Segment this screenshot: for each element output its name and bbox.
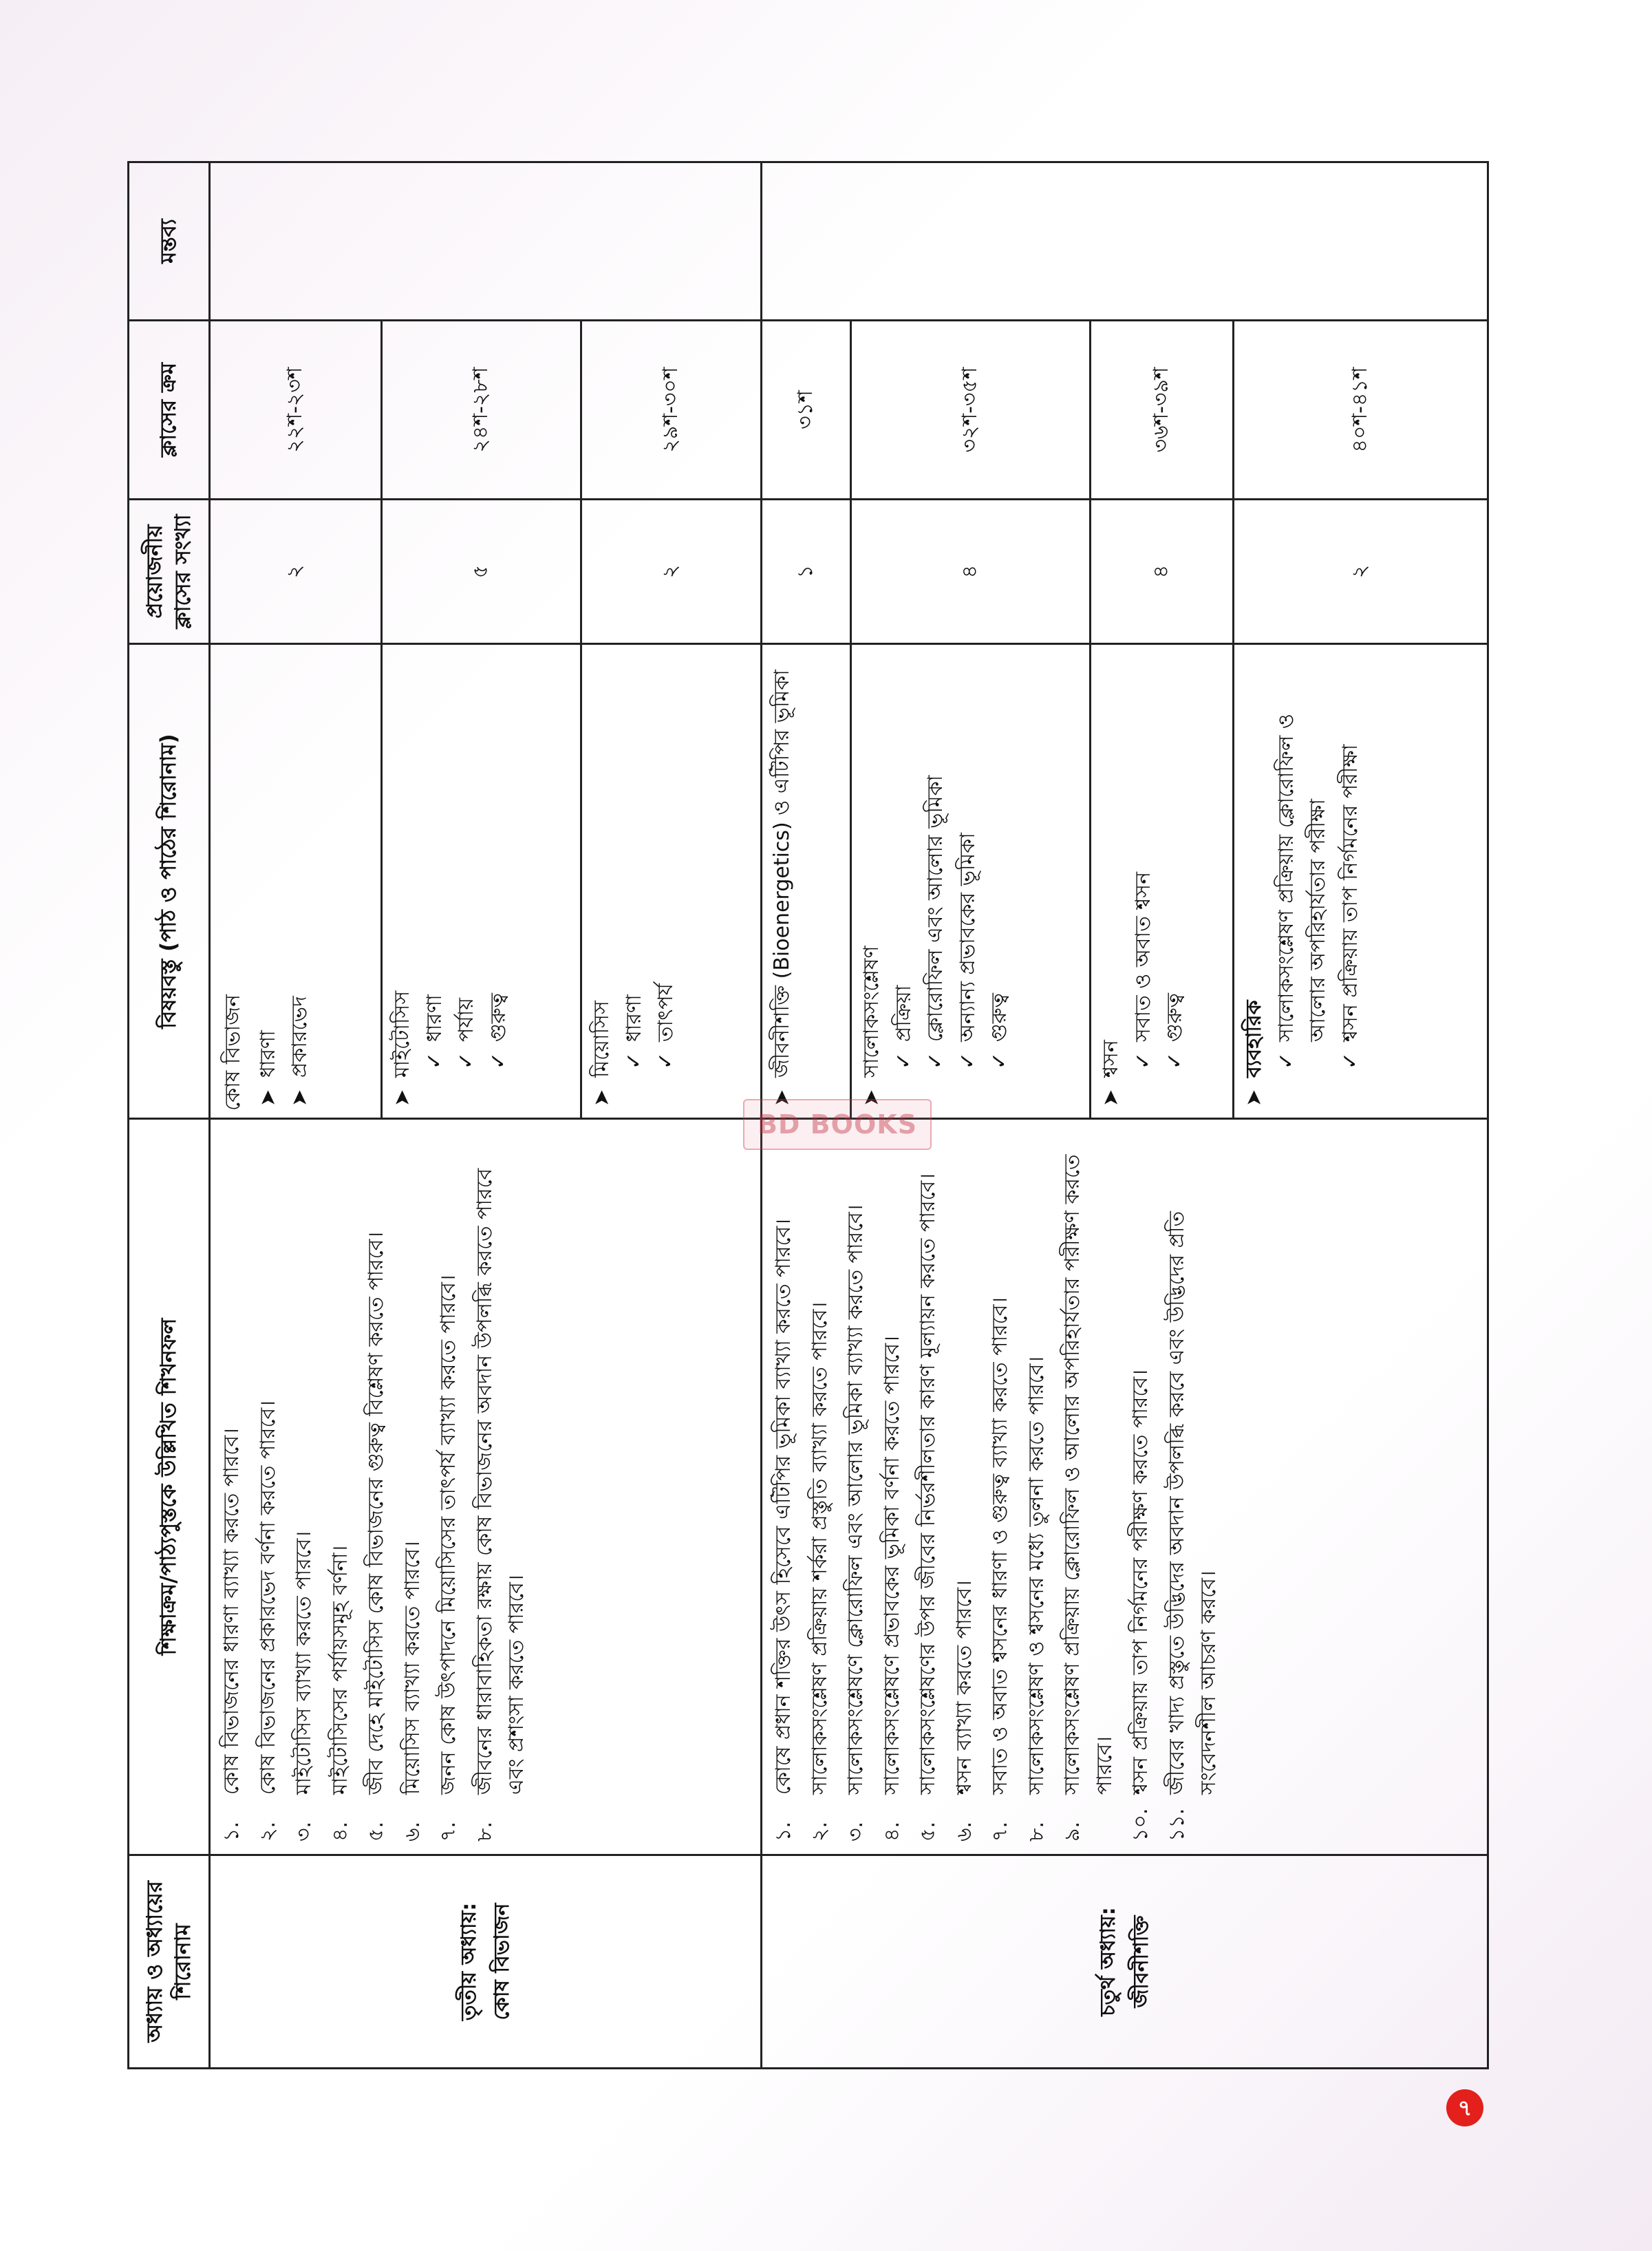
ch4-content-4: ➤ ব্যবহারিক ✓ সালোকসংশ্লেষণ প্রক্রিয়ায় ক্লোরোফিল ও আলোর অপরিহার্যতার পরীক্ষা ✓ শ্বসন প্রক্রিয়ায় তাপ নির্গমনের পরীক্ষা <box>1234 644 1488 1119</box>
ch3-content-1: কোষ বিভাজন ➤ ধারণা ➤ প্রকারভেদ <box>210 644 382 1119</box>
check-icon: ✓ <box>486 1052 511 1069</box>
objective-item: ৭. জনন কোষ উৎপাদনে মিয়োসিসের তাৎপর্য ব্যাখ্যা করতে পারবে। <box>436 1274 460 1842</box>
header-content: বিষয়বস্তু (পাঠ ও পাঠের শিরোনাম) <box>129 644 210 1119</box>
objective-item: ২. সালোকসংশ্লেষণ প্রক্রিয়ায় শর্করা প্রস্তুতি ব্যাখ্যা করতে পারবে। <box>807 1301 832 1842</box>
ch3-classes-2: ৫ <box>382 500 581 644</box>
objective-item: ৫. জীব দেহে মাইটোসিস কোষ বিভাজনের গুরুত্ব বিশ্লেষণ করতে পারবে। <box>364 1231 388 1842</box>
ch4-order-1: ৩১শ <box>762 321 851 500</box>
arrow-icon: ➤ <box>390 1089 414 1107</box>
objective-item: ৫. সালোকসংশ্লেষণের উপর জীবের নির্ভরশীলতার কারণ মূল্যায়ন করতে পারবে। <box>916 1173 940 1842</box>
check-icon: ✓ <box>1130 1052 1155 1069</box>
ch3-objectives <box>210 1119 762 1855</box>
ch4-order-2: ৩২শ-৩৫শ <box>851 321 1091 500</box>
ch3-content-2: ➤ মাইটোসিস ✓ ধারণা ✓ পর্যায় ✓ গুরুত্ব <box>382 644 581 1119</box>
arrow-icon: ➤ <box>859 1089 883 1107</box>
objective-item: ৬. শ্বসন ব্যাখ্যা করতে পারবে। <box>952 1580 976 1842</box>
header-remarks: মন্তব্য <box>129 162 210 321</box>
ch3-content-3: ➤ মিয়োসিস ✓ ধারণা ✓ তাৎপর্য <box>581 644 762 1119</box>
ch4-title: চতুর্থ অধ্যায়: জীবনীশক্তি <box>762 1855 1488 2069</box>
objective-item: ২. কোষ বিভাজনের প্রকারভেদ বর্ণনা করতে পারবে। <box>255 1400 280 1842</box>
objective-item: ৬. মিয়োসিস ব্যাখ্যা করতে পারবে। <box>400 1541 425 1842</box>
objective-item: ১. কোষ বিভাজনের ধারণা ব্যাখ্যা করতে পারবে। <box>219 1428 244 1842</box>
ch3-classes-1: ২ <box>210 500 382 644</box>
watermark-logo: BD BOOKS <box>743 1099 932 1150</box>
objective-item: ১১. জীবের খাদ্য প্রস্তুতে উদ্ভিদের অবদান উপলব্ধি করবে এবং উদ্ভিদের প্রতি সংবেদনশীল আচরণ করবে। <box>1164 1211 1221 1842</box>
header-row <box>129 162 210 2069</box>
check-icon: ✓ <box>654 1052 678 1069</box>
page-number-badge: ৭ <box>1446 2089 1483 2126</box>
arrow-icon: ➤ <box>288 1089 312 1107</box>
objective-item: ১০. শ্বসন প্রক্রিয়ায় তাপ নির্গমনের পরীক্ষণ করতে পারবে। <box>1128 1369 1152 1842</box>
header-objectives: শিক্ষাক্রম/পাঠ্যপুস্তকে উল্লিখিত শিখনফল <box>129 1119 210 1855</box>
ch4-order-3: ৩৬শ-৩৯শ <box>1091 321 1234 500</box>
check-icon: ✓ <box>1338 1052 1362 1069</box>
ch4-objectives <box>762 1119 1488 1855</box>
header-classes-needed: প্রয়োজনীয় ক্লাসের সংখ্যা <box>129 500 210 644</box>
objective-item: ৩. সালোকসংশ্লেষণে ক্লোরোফিল এবং আলোর ভূমিকা ব্যাখ্যা করতে পারবে। <box>844 1204 868 1842</box>
ch3-row-1 <box>210 162 382 2069</box>
check-icon: ✓ <box>1163 1052 1187 1069</box>
ch4-order-4: ৪০শ-৪১শ <box>1234 321 1488 500</box>
check-icon: ✓ <box>987 1052 1011 1069</box>
ch4-content-3: ➤ শ্বসন ✓ সবাত ও অবাত শ্বসন ✓ গুরুত্ব <box>1091 644 1234 1119</box>
objective-item: ৪. সালোকসংশ্লেষণে প্রভাবকের ভূমিকা বর্ণনা করতে পারবে। <box>879 1336 904 1842</box>
objective-item: ৭. সবাত ও অবাত শ্বসনের ধারণা ও গুরুত্ব ব্যাখ্যা করতে পারবে। <box>988 1297 1012 1842</box>
ch4-content-2: ➤ সালোকসংশ্লেষণ ✓ প্রক্রিয়া ✓ ক্লোরোফিল এবং আলোর ভূমিকা ✓ অন্যান্য প্রভাবকের ভূমিকা ✓ গুরুত্ব <box>851 644 1091 1119</box>
objective-item: ৮. জীবনের ধারাবাহিকতা রক্ষায় কোষ বিভাজনের অবদান উপলব্ধি করতে পারবে এবং প্রশংসা করতে পারবে। <box>472 1168 528 1842</box>
ch4-classes-4: ২ <box>1234 500 1488 644</box>
check-icon: ✓ <box>454 1052 478 1069</box>
ch3-classes-3: ২ <box>581 500 762 644</box>
header-chapter: অধ্যায় ও অধ্যায়ের শিরোনাম <box>129 1855 210 2069</box>
check-icon: ✓ <box>891 1052 916 1069</box>
objective-item: ৪. মাইটোসিসের পর্যায়সমূহ বর্ণনা। <box>328 1545 352 1842</box>
ch3-order-3: ২৯শ-৩০শ <box>581 321 762 500</box>
check-icon: ✓ <box>621 1052 646 1069</box>
ch4-classes-1: ১ <box>762 500 851 644</box>
ch4-classes-2: ৪ <box>851 500 1091 644</box>
check-icon: ✓ <box>955 1052 980 1069</box>
objective-item: ৩. মাইটোসিস ব্যাখ্যা করতে পারবে। <box>292 1530 316 1842</box>
objective-item: ১. কোষে প্রধান শক্তির উৎস হিসেবে এটিপির ভূমিকা ব্যাখ্যা করতে পারবে। <box>771 1218 795 1842</box>
ch3-order-1: ২২শ-২৩শ <box>210 321 382 500</box>
arrow-icon: ➤ <box>255 1089 280 1107</box>
ch4-classes-3: ৪ <box>1091 500 1234 644</box>
check-icon: ✓ <box>923 1052 947 1069</box>
check-icon: ✓ <box>422 1052 447 1069</box>
ch3-order-2: ২৪শ-২৮শ <box>382 321 581 500</box>
arrow-icon: ➤ <box>770 1089 794 1107</box>
objective-item: ৮. সালোকসংশ্লেষণ ও শ্বসনের মধ্যে তুলনা করতে পারবে। <box>1024 1356 1049 1842</box>
ch4-remarks <box>762 162 1488 321</box>
ch3-title: তৃতীয় অধ্যায়: কোষ বিভাজন <box>210 1855 762 2069</box>
arrow-icon: ➤ <box>1099 1089 1123 1107</box>
arrow-icon: ➤ <box>590 1089 614 1107</box>
objective-item: ৯. সালোকসংশ্লেষণ প্রক্রিয়ায় ক্লোরোফিল ও আলোর অপরিহার্যতার পরীক্ষণ করতে পারবে। <box>1060 1154 1117 1842</box>
ch4-content-1: ➤ জীবনীশক্তি (Bioenergetics) ও এটিপির ভূমিকা <box>762 644 851 1119</box>
check-icon: ✓ <box>1274 1052 1298 1069</box>
header-class-order: ক্লাসের ক্রম <box>129 321 210 500</box>
arrow-icon: ➤ <box>1242 1089 1266 1107</box>
ch3-remarks <box>210 162 762 321</box>
